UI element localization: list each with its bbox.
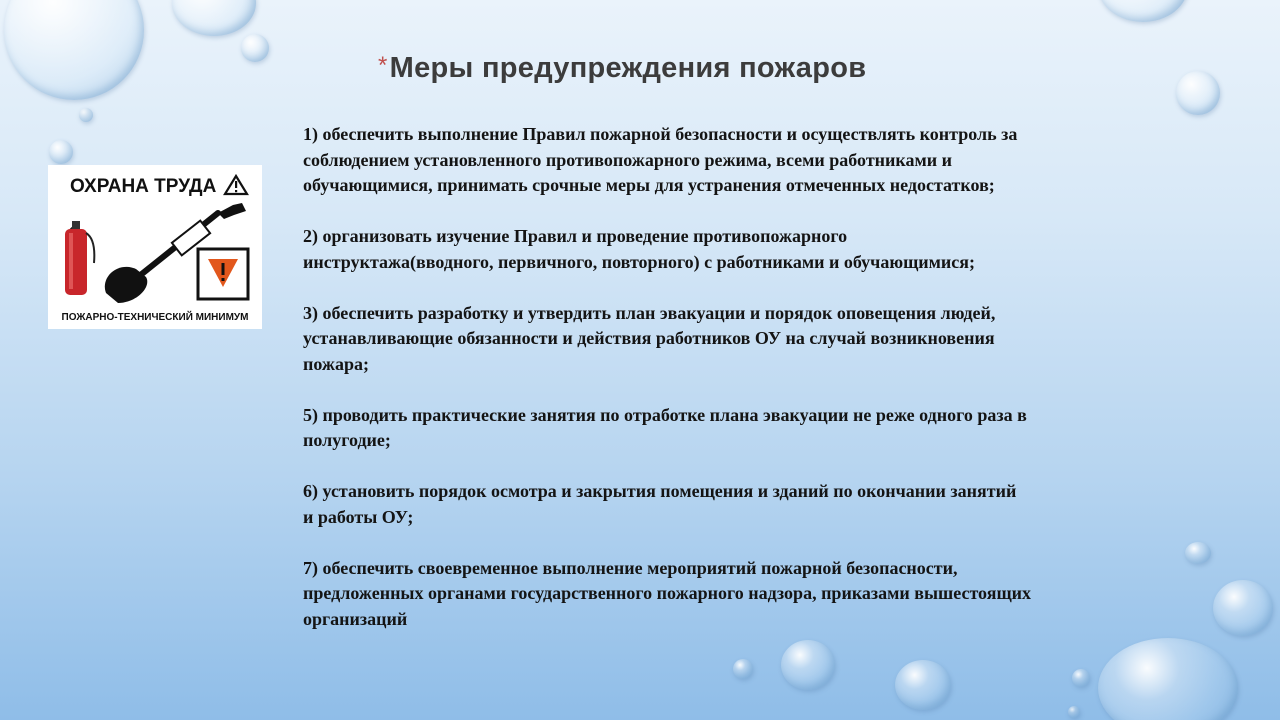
water-drop bbox=[241, 34, 269, 62]
warning-triangle-icon bbox=[225, 176, 247, 194]
water-drop bbox=[49, 140, 73, 164]
measures-list bbox=[303, 122, 1183, 658]
water-drop bbox=[1213, 580, 1273, 636]
water-drop bbox=[733, 659, 753, 679]
logo-graphic bbox=[48, 165, 262, 329]
logo-caption: ПОЖАРНО-ТЕХНИЧЕСКИЙ МИНИМУМ bbox=[61, 312, 249, 323]
measure-item: 1) обеспечить выполнение Правил пожарной безопасности и осуществлять контроль за соблюдением установленного противопожарного режима, всеми работниками и обучающимися, принимать срочные меры для устранения отмеченных недостатков; bbox=[303, 124, 1018, 195]
title-marker: * bbox=[378, 52, 388, 79]
title-text: Меры предупреждения пожаров bbox=[389, 52, 867, 84]
water-drop bbox=[1185, 542, 1211, 564]
measure-item: 3) обеспечить разработку и утвердить план эвакуации и порядок оповещения людей, устанавливающие обязанности и действия работников ОУ на случай возникновения пожара; bbox=[303, 302, 996, 374]
exclamation-sign-icon bbox=[198, 249, 248, 299]
water-drop bbox=[4, 0, 144, 100]
measure-item: 6) установить порядок осмотра и закрытия помещения и зданий по окончании занятий и работы ОУ; bbox=[303, 481, 1017, 527]
water-drop bbox=[172, 0, 256, 36]
water-drop bbox=[1176, 71, 1220, 115]
water-drop bbox=[1068, 706, 1080, 718]
water-drop bbox=[895, 660, 951, 710]
slide-title bbox=[378, 52, 866, 85]
labor-safety-logo bbox=[48, 165, 262, 329]
water-drop bbox=[79, 108, 93, 122]
measure-item: 5) проводить практические занятия по отработке плана эвакуации не реже одного раза в полугодие; bbox=[303, 404, 1027, 450]
logo-heading: ОХРАНА ТРУДА bbox=[70, 176, 217, 197]
measure-item: 2) организовать изучение Правил и проведение противопожарного инструктажа(вводного, первичного, повторного) с работниками и обучающимися; bbox=[303, 226, 976, 272]
measure-item: 7) обеспечить своевременное выполнение мероприятий пожарной безопасности, предложенных органами государственного пожарного надзора, приказами вышестоящих организаций bbox=[303, 557, 1032, 629]
water-drop bbox=[1098, 0, 1188, 22]
water-drop bbox=[1072, 669, 1090, 687]
fire-extinguisher-icon bbox=[65, 221, 94, 295]
